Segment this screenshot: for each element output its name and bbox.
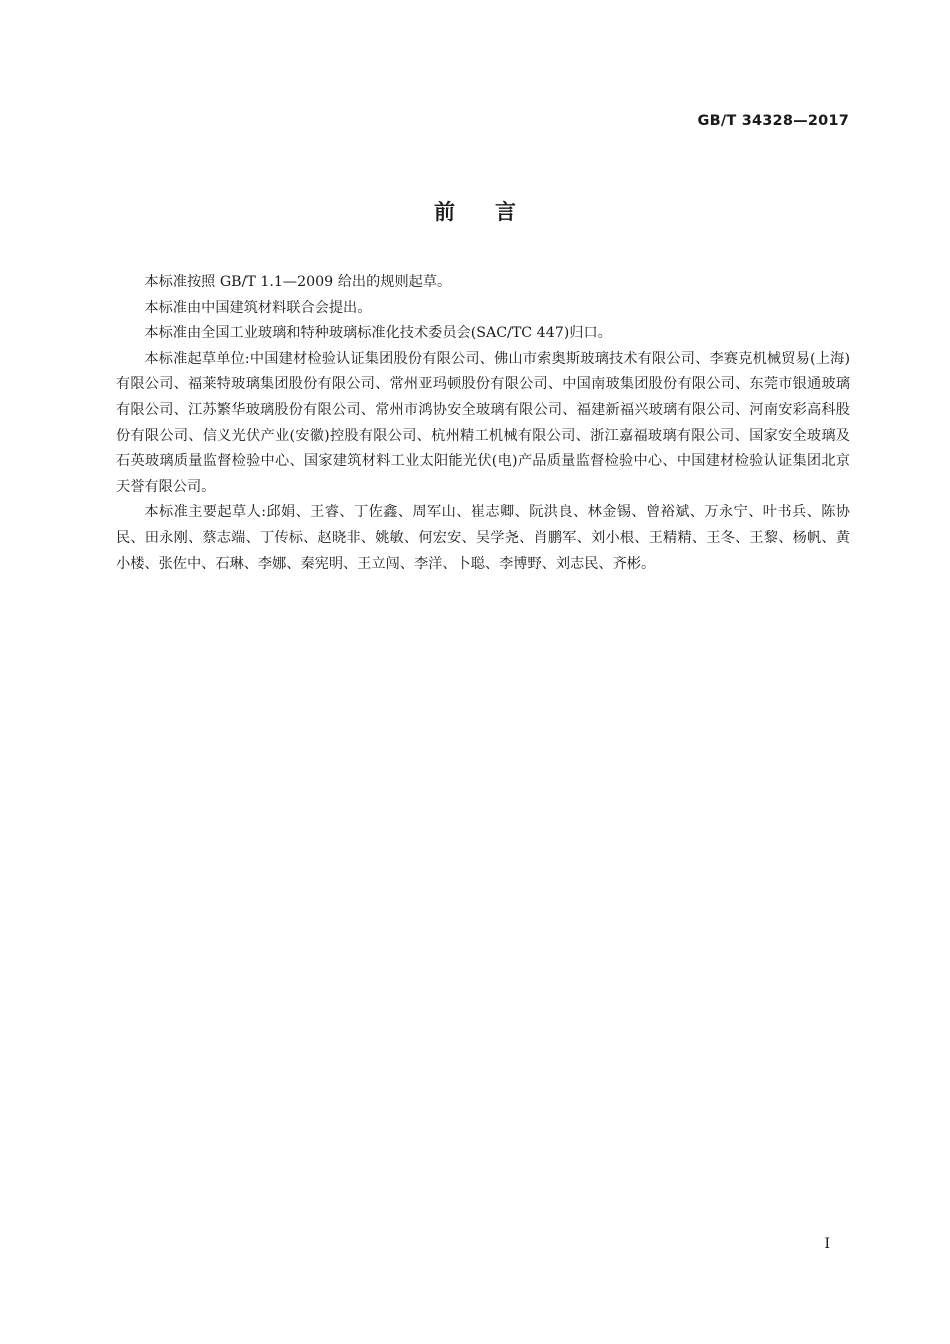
page-number: I [824, 1236, 830, 1252]
paragraph-proposer: 本标准由中国建筑材料联合会提出。 [144, 299, 372, 316]
paragraph-drafting-rules: 本标准按照 GB/T 1.1—2009 给出的规则起草。 [144, 274, 452, 290]
page-title [0, 196, 950, 226]
document-body [116, 270, 850, 577]
standard-code: GB/T 34328—2017 [697, 113, 849, 129]
page-title-text: 前言 [434, 200, 556, 224]
paragraph-committee: 本标准由全国工业玻璃和特种玻璃标准化技术委员会(SAC/TC 447)归口。 [144, 325, 612, 342]
paragraph-drafters: 本标准主要起草人:邱娟、王睿、丁佐鑫、周军山、崔志卿、阮洪良、林金锡、曾裕斌、万永宁、叶书兵、陈协民、田永刚、蔡志端、丁传标、赵晓非、姚敏、何宏安、吴学尧、肖鹏军、刘小根、王精精、王冬、王黎、杨帆、黄小楼、张佐中、石琳、李娜、秦宪明、王立闯、李洋、卜聪、李博野、刘志民、齐彬。 [116, 504, 850, 572]
paragraph-drafting-units: 本标准起草单位:中国建材检验认证集团股份有限公司、佛山市索奥斯玻璃技术有限公司、李赛克机械贸易(上海)有限公司、福莱特玻璃集团股份有限公司、常州亚玛顿股份有限公司、中国南玻集团股份有限公司、东莞市银通玻璃有限公司、江苏繁华玻璃股份有限公司、常州市鸿协安全玻璃有限公司、福建新福兴玻璃有限公司、河南安彩高科股份有限公司、信义光伏产业(安徽)控股有限公司、杭州精工机械有限公司、浙江嘉福玻璃有限公司、国家安全玻璃及石英玻璃质量监督检验中心、国家建筑材料工业太阳能光伏(电)产品质量监督检验中心、中国建材检验认证集团北京天誉有限公司。 [116, 350, 850, 495]
